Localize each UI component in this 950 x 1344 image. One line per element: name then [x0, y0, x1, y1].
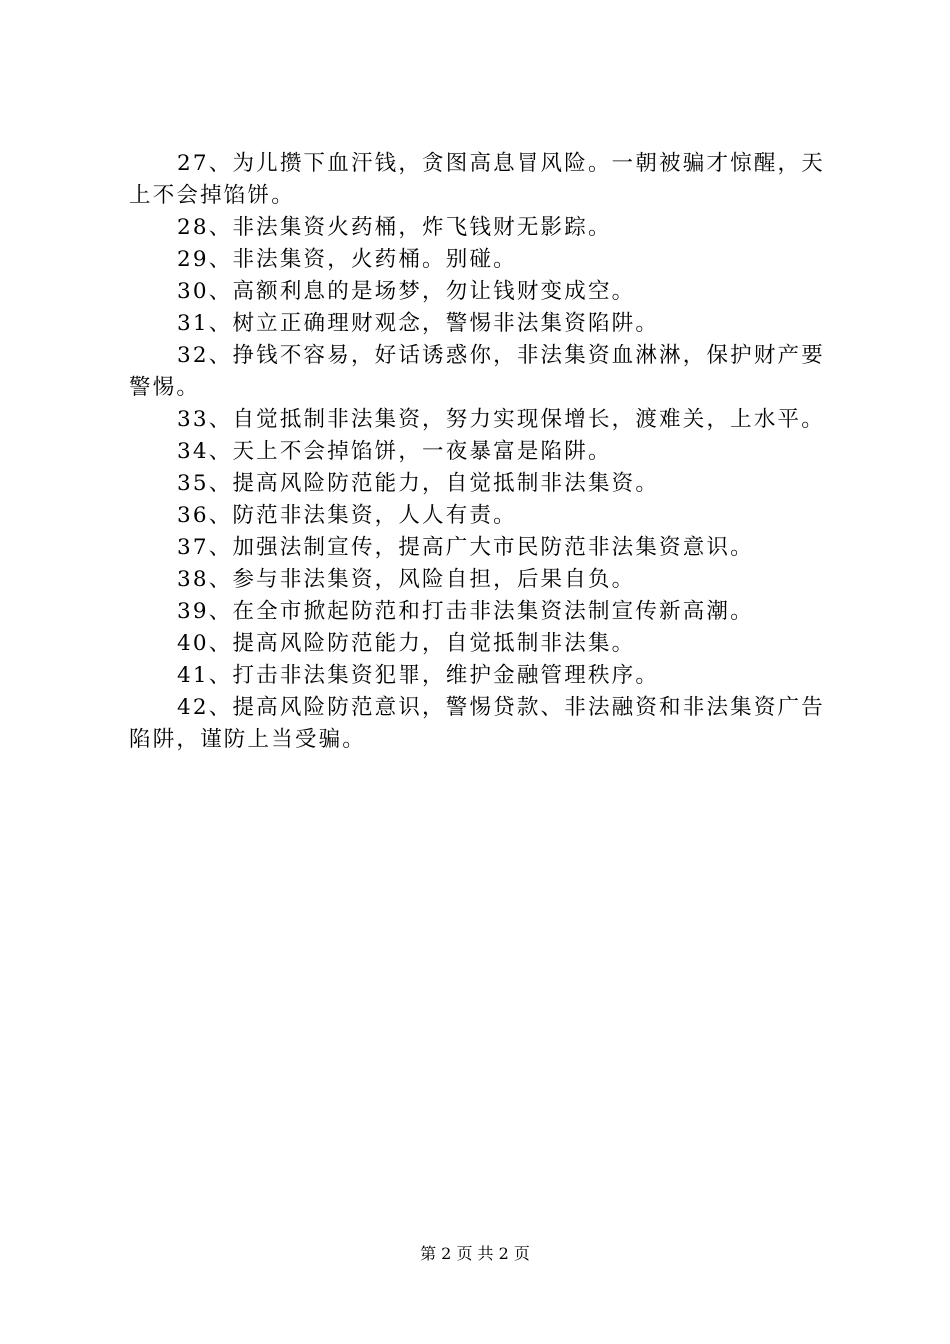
paragraph-29: 29、非法集资，火药桶。别碰。	[177, 247, 517, 272]
paragraph-33: 33、自觉抵制非法集资，努力实现保增长，渡难关，上水平。	[177, 407, 825, 432]
paragraph-27: 27、为儿攒下血汗钱，贪图高息冒风险。一朝被骗才惊醒，天上不会掉馅饼。	[129, 151, 825, 208]
paragraph-41: 41、打击非法集资犯罪，维护金融管理秩序。	[177, 663, 660, 688]
paragraph-40: 40、提高风险防范能力，自觉抵制非法集。	[177, 631, 636, 656]
paragraph-32: 32、挣钱不容易，好话诱惑你，非法集资血淋淋，保护财产要警惕。	[129, 343, 825, 400]
page-footer	[0, 1243, 950, 1265]
paragraph-42: 42、提高风险防范意识，警惕贷款、非法融资和非法集资广告陷阱，谨防上当受骗。	[129, 695, 825, 752]
paragraph-34: 34、天上不会掉馅饼，一夜暴富是陷阱。	[177, 439, 612, 464]
paragraph-35: 35、提高风险防范能力，自觉抵制非法集资。	[177, 471, 660, 496]
paragraph-39: 39、在全市掀起防范和打击非法集资法制宣传新高潮。	[177, 599, 754, 624]
paragraph-30: 30、高额利息的是场梦，勿让钱财变成空。	[177, 279, 636, 304]
paragraph-38: 38、参与非法集资，风险自担，后果自负。	[177, 567, 636, 592]
paragraph-31: 31、树立正确理财观念，警惕非法集资陷阱。	[177, 311, 660, 336]
paragraph-28: 28、非法集资火药桶，炸飞钱财无影踪。	[177, 215, 612, 240]
document-body	[129, 148, 834, 756]
paragraph-36: 36、防范非法集资，人人有责。	[177, 503, 517, 528]
paragraph-37: 37、加强法制宣传，提高广大市民防范非法集资意识。	[177, 535, 754, 560]
page-number-label: 第 2 页 共 2 页	[420, 1244, 530, 1263]
